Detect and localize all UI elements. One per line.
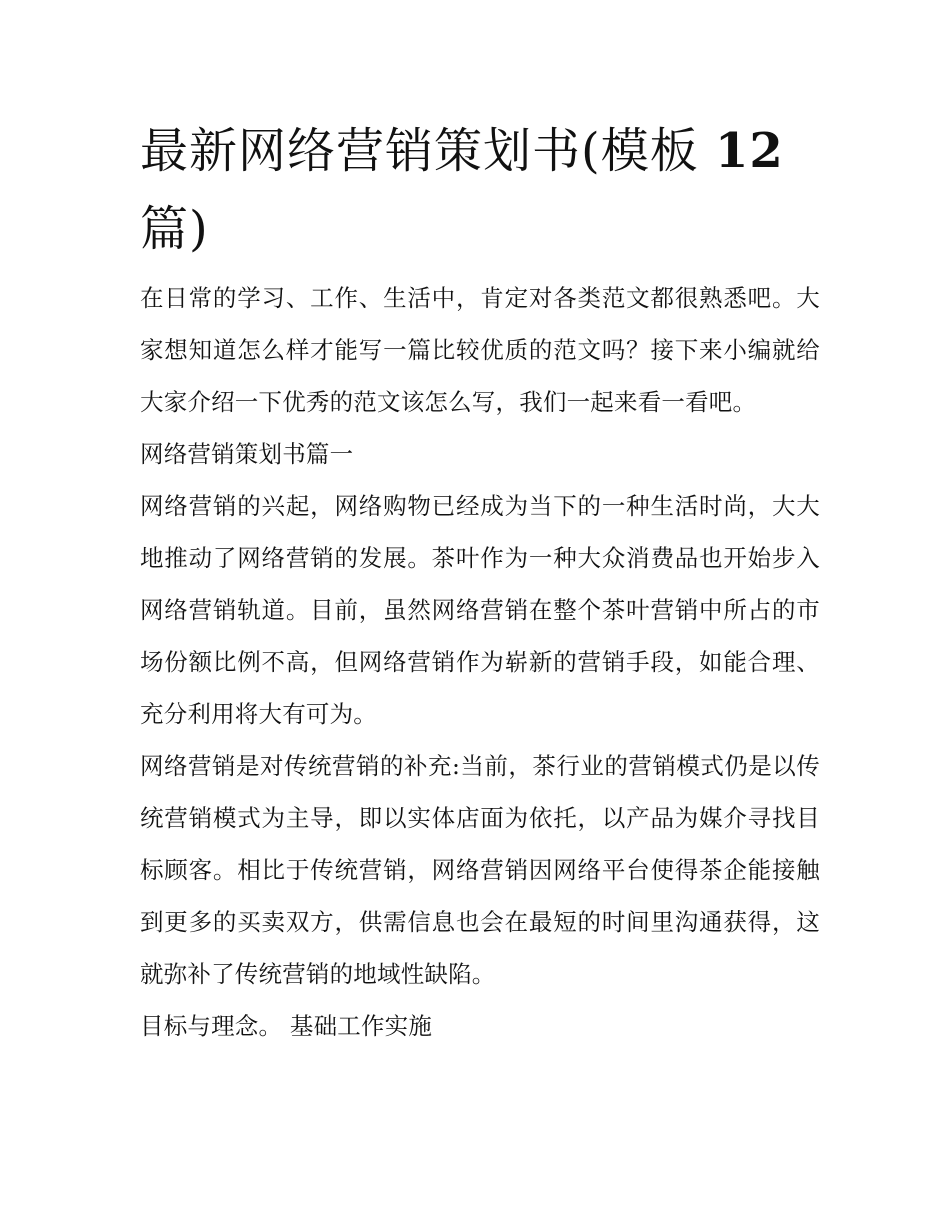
document-body — [140, 272, 820, 1052]
closing-line: 目标与理念。 基础工作实施 — [140, 1012, 433, 1040]
section-heading: 网络营销策划书篇一 — [140, 440, 354, 468]
body-paragraph: 网络营销的兴起，网络购物已经成为当下的一种生活时尚，大大地推动了网络营销的发展。茶叶作为一种大众消费品也开始步入网络营销轨道。目前，虽然网络营销在整个茶叶营销中所占的市场份额比例不高，但网络营销作为崭新的营销手段，如能合理、充分利用将大有可为。 — [140, 492, 820, 728]
title-number: 12 — [715, 123, 784, 179]
body-paragraph: 网络营销是对传统营销的补充:当前，茶行业的营销模式仍是以传统营销模式为主导，即以实体店面为依托，以产品为媒介寻找目标顾客。相比于传统营销，网络营销因网络平台使得茶企能接触到更多的买卖双方，供需信息也会在最短的时间里沟通获得，这就弥补了传统营销的地域性缺陷。 — [140, 752, 820, 988]
document-title — [140, 112, 820, 268]
intro-paragraph: 在日常的学习、工作、生活中，肯定对各类范文都很熟悉吧。大家想知道怎么样才能写一篇比较优质的范文吗？接下来小编就给大家介绍一下优秀的范文该怎么写，我们一起来看一看吧。 — [140, 284, 820, 416]
title-main: 最新网络营销策划书(模板 — [140, 123, 699, 179]
title-end: 篇) — [140, 201, 209, 257]
